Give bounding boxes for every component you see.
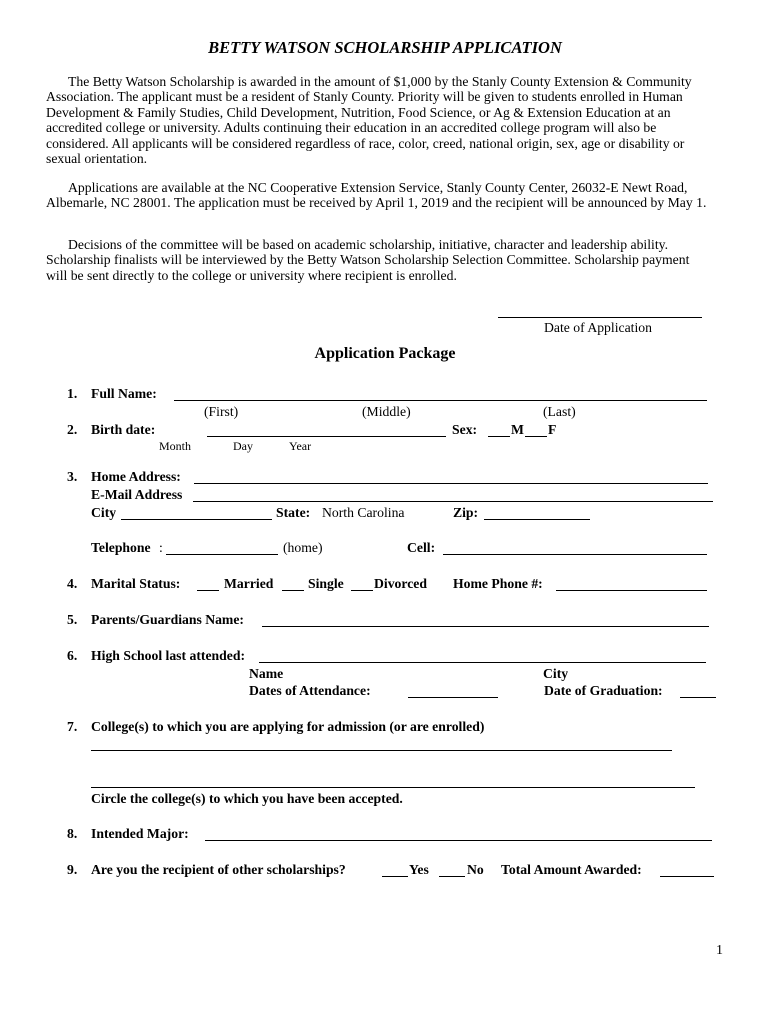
home-address-field[interactable] [194,483,708,484]
intro-paragraph [46,74,714,166]
item-4-number: 4. [67,576,78,591]
marital-status-label: Marital Status: [91,576,181,591]
city-label: City [91,505,117,520]
email-address-field[interactable] [193,501,713,502]
home-address-label: Home Address: [91,469,181,484]
decisions-paragraph-text: Decisions of the committee will be based on academic scholarship, initiative, character and leadership ability. Scholarship finalists will be interviewed by the Betty Watson Scholarship Selection Committee. Scholarship payment will be sent directly to the college or university where recipient is enrolled. [46,237,690,283]
telephone-label: Telephone [91,540,151,555]
scholarship-yes-option: Yes [409,862,429,877]
birth-date-label: Birth date: [91,422,156,437]
divorced-option: Divorced [374,576,427,591]
total-amount-awarded-field[interactable] [660,876,714,877]
intended-major-field[interactable] [205,840,712,841]
sex-m-blank[interactable] [488,436,510,437]
state-value: North Carolina [322,505,405,520]
item-1-number: 1. [67,386,78,401]
intro-paragraph-text: The Betty Watson Scholarship is awarded in the amount of $1,000 by the Stanly County Extension & Community Association. The applicant must be a resident of Stanly County. Priority will be given to students enrolled in Human Development & Family Studies, Child Development, Nutrition, Food Science, or Ag & Extension Education at an accredited college or university. Adults continuing their education in an accredited college program will also be considered. All applicants will be considered regardless of race, color, creed, national origin, sex, age or disability or sexual orientation. [46,74,692,167]
colleges-field-line-2[interactable] [91,787,695,788]
parents-name-field[interactable] [262,626,709,627]
home-phone-label: Home Phone #: [453,576,543,591]
state-label: State: [276,505,311,520]
high-school-city-caption: City [543,666,569,681]
married-blank[interactable] [197,590,219,591]
home-phone-field[interactable] [556,590,707,591]
email-address-label: E-Mail Address [91,487,183,502]
city-field[interactable] [121,519,272,520]
married-option: Married [224,576,274,591]
item-5-number: 5. [67,612,78,627]
circle-colleges-note: Circle the college(s) to which you have been accepted. [91,791,403,806]
zip-label: Zip: [453,505,479,520]
intended-major-label: Intended Major: [91,826,189,841]
sex-m-option: M [511,422,524,437]
high-school-name-caption: Name [249,666,284,681]
item-8-number: 8. [67,826,78,841]
telephone-field[interactable] [166,554,278,555]
sex-f-option: F [548,422,557,437]
availability-paragraph [46,180,714,211]
application-package-heading: Application Package [314,345,456,362]
scholarship-no-blank[interactable] [439,876,465,877]
single-option: Single [308,576,344,591]
dates-of-attendance-label: Dates of Attendance: [249,683,371,698]
date-of-application-field[interactable] [498,317,702,318]
high-school-field[interactable] [259,662,706,663]
item-2-number: 2. [67,422,78,437]
item-3-number: 3. [67,469,78,484]
total-amount-awarded-label: Total Amount Awarded: [501,862,642,877]
item-9-number: 9. [67,862,78,877]
availability-paragraph-text: Applications are available at the NC Cooperative Extension Service, Stanly County Center, 26032-E Newt Road, Albemarle, NC 28001. The application must be received by April 1, 2019 and the recipient will be announced by May 1. [46,180,707,211]
full-name-field[interactable] [174,400,707,401]
high-school-label: High School last attended: [91,648,245,663]
dates-of-attendance-field[interactable] [408,697,498,698]
scholarship-yes-blank[interactable] [382,876,408,877]
document-title: BETTY WATSON SCHOLARSHIP APPLICATION [208,38,562,57]
full-name-label: Full Name: [91,386,157,401]
colleges-label: College(s) to which you are applying for admission (or are enrolled) [91,719,485,734]
date-of-application-label: Date of Application [544,320,652,335]
month-caption: Month [159,439,192,453]
first-name-caption: (First) [204,404,239,419]
colleges-field-line-1[interactable] [91,750,672,751]
item-7-number: 7. [67,719,78,734]
middle-name-caption: (Middle) [362,404,411,419]
birth-date-field[interactable] [207,436,446,437]
date-of-graduation-field[interactable] [680,697,716,698]
other-scholarships-label: Are you the recipient of other scholarships? [91,862,346,877]
year-caption: Year [289,439,312,453]
date-of-graduation-label: Date of Graduation: [544,683,663,698]
divorced-blank[interactable] [351,590,373,591]
day-caption: Day [233,439,253,453]
sex-label: Sex: [452,422,478,437]
decisions-paragraph [46,237,714,283]
page-number: 1 [716,943,723,958]
cell-label: Cell: [407,540,436,555]
telephone-colon: : [159,540,163,555]
parents-name-label: Parents/Guardians Name: [91,612,244,627]
cell-field[interactable] [443,554,707,555]
single-blank[interactable] [282,590,304,591]
sex-f-blank[interactable] [525,436,547,437]
zip-field[interactable] [484,519,590,520]
last-name-caption: (Last) [543,404,576,419]
home-phone-caption: (home) [283,540,323,555]
scholarship-no-option: No [467,862,484,877]
item-6-number: 6. [67,648,78,663]
